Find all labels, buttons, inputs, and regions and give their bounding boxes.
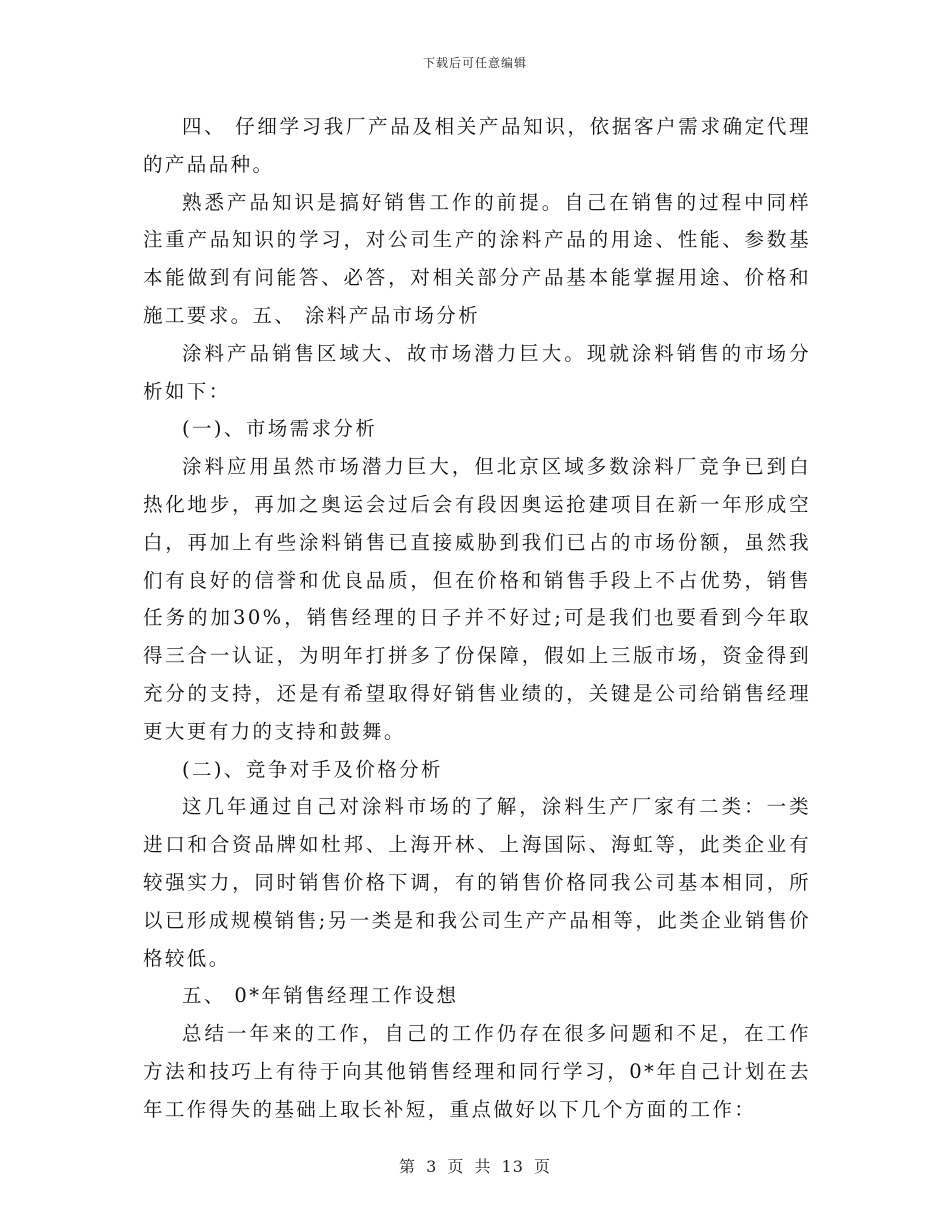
paragraph-market-intro: 涂料产品销售区域大、故市场潜力巨大。现就涂料销售的市场分析如下：	[143, 341, 811, 403]
paragraph-study-products: 四、 仔细学习我厂产品及相关产品知识，依据客户需求确定代理的产品品种。	[143, 115, 811, 176]
paragraph-work-plan: 总结一年来的工作，自己的工作仍存在很多问题和不足，在工作方法和技巧上有待于向其他销售经理和同行学习，0*年自己计划在去年工作得失的基础上取长补短，重点做好以下几个方面的工作：	[143, 1022, 811, 1121]
document-body	[143, 108, 811, 1129]
page-footer: 第 3 页 共 13 页	[399, 1157, 551, 1176]
paragraph-competition: 这几年通过自己对涂料市场的了解，涂料生产厂家有二类：一类进口和合资品牌如杜邦、上海开林、上海国际、海虹等，此类企业有较强实力，同时销售价格下调，有的销售价格同我公司基本相同，所以已形成规模销售;另一类是和我公司生产产品相等，此类企业销售价格较低。	[143, 795, 811, 970]
heading-work-plan: 五、 0*年销售经理工作设想	[182, 984, 459, 1008]
paragraph-market-demand: 涂料应用虽然市场潜力巨大，但北京区域多数涂料厂竞争已到白热化地步，再加之奥运会过后会有段因奥运抢建项目在新一年形成空白，再加上有些涂料销售已直接威胁到我们已占的市场份额，虽然我们有良好的信誉和优良品质，但在价格和销售手段上不占优势，销售任务的加30%，销售经理的日子并不好过;可是我们也要看到今年取得三合一认证，为明年打拼多了份保障，假如上三版市场，资金得到充分的支持，还是有希望取得好销售业绩的，关键是公司给销售经理更大更有力的支持和鼓舞。	[143, 455, 811, 743]
heading-market-demand: (一)、市场需求分析	[182, 417, 378, 441]
page-header: 下载后可任意编辑	[422, 56, 527, 70]
paragraph-product-knowledge: 熟悉产品知识是搞好销售工作的前提。自己在销售的过程中同样注重产品知识的学习，对公司生产的涂料产品的用途、性能、参数基本能做到有问能答、必答，对相关部分产品基本能掌握用途、价格和施工要求。五、 涂料产品市场分析	[143, 190, 811, 327]
heading-competition: (二)、竞争对手及价格分析	[182, 757, 443, 781]
